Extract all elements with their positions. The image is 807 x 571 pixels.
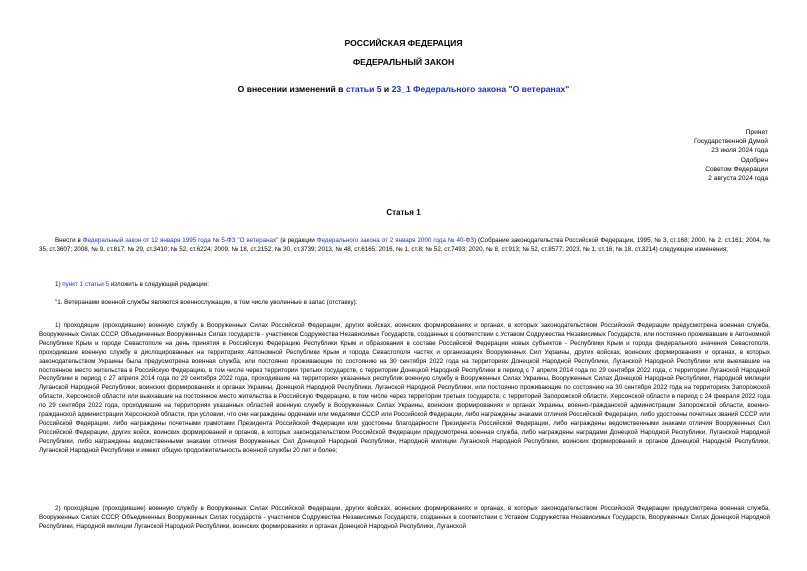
law-title (0, 84, 807, 94)
item1-number: 1) (55, 281, 63, 288)
acceptance-line: 23 июля 2024 года (711, 147, 768, 155)
intro-text: ) (Собрание законодательства Российской Федерации, 1995, № 3, ст.168; 2000, № 2, ст.161; 2004, № 35, ст.3607; 2008, № 9, ст.817; № 29, ст.3410; № 52, ст.6224; 2009, № 18, ст.2152; № 30, ст.3739; 2013, № 48, ст.6165; 2016, № 1, ст.8; № 52, ст.7493; 2020, № 8, ст.913; № 52, ст.8577; 2023, № 1, ст.16; № 18, ст.3214) следующие изменения: (39, 237, 770, 253)
article-heading: Статья 1 (386, 208, 421, 217)
country-heading: РОССИЙСКАЯ ФЕДЕРАЦИЯ (344, 38, 463, 48)
title-prefix: О внесении изменений в (237, 84, 346, 94)
intro-paragraph (39, 237, 770, 255)
item1-paragraph (39, 281, 770, 290)
intro-text: (в редакции (278, 237, 317, 244)
title-and: и (381, 84, 392, 94)
approval-line: Советом Федерации (705, 165, 768, 173)
acceptance-line: Государственной Думой (694, 138, 768, 146)
article5-link[interactable]: статьи 5 (345, 84, 382, 94)
law-40fz-link[interactable]: Федерального закона от 2 января 2000 года № 40-ФЗ (316, 237, 475, 244)
acceptance-block (694, 128, 768, 183)
intro-text: Внести в (55, 237, 83, 244)
law-5fz-link[interactable]: Федеральный закон от 12 января 1995 года № 5-ФЗ "О ветеранах" (82, 237, 279, 244)
acceptance-line: Принят (745, 129, 768, 136)
item1-text: изложить в следующей редакции: (108, 281, 209, 288)
subitem1-paragraph: 1) проходящие (проходившие) военную службу в Вооруженных Силах Российской Федерации, других войсках, воинских формированиях и органах, в которых законодательством Российской Федерации предусмотрена военная служба, Вооруженных Силах СССР, Объединенных Вооруженных Силах государств - участников Содружества Независимых Государств, созданных в соответствии с Уставом Содружества Независимых Государств, или постоянно проживавшие в Автономной Республике Крым и городе Севастополе на день принятия в Российскую Федерацию Республики Крым и образования в составе Российской Федерации новых субъектов - Республики Крым и города федерального значения Севастополя, проходившие военную службу в дислоцированных на территориях Автономной Республики Крым и города Севастополя частях и организациях Вооруженных Сил Украины, других войсках, воинских формированиях и органах, в которых законодательством Украины была предусмотрена военная служба, или постоянно проживающие по состоянию на 30 сентября 2022 года на территориях Донецкой Народной Республики, Луганской Народной Республики или выехавшие на постоянное место жительства в Российскую Федерацию, в том числе через территории третьих государств, с территории Донецкой Народной Республики в период с 7 апреля 2014 года по 29 сентября 2022 года, с территории Луганской Народной Республики в период с 27 апреля 2014 года по 29 сентября 2022 года, проходившие на территориях указанных республик военную службу в Вооруженных Силах Украины, Вооруженных Силах Донецкой Народной Республики, Народной милиции Луганской Народной Республики, воинских формированиях и органах Украины, Донецкой Народной Республики, Луганской Народной Республики, или постоянно проживающие по состоянию на 30 сентября 2022 года на территориях Запорожской области, Херсонской области или выехавшие на постоянное место жительства в Российскую Федерацию, в том числе через территории третьих государств, с территорий Запорожской области, Херсонской области в период с 24 февраля 2022 года по 29 сентября 2022 года, проходившие на территориях указанных областей военную службу в Вооруженных Силах Украины, воинских формированиях и органах Украины, военно-гражданской администрации Запорожской области, военно-гражданской администрации Херсонской области, при условии, что они награждены орденами или медалями СССР или Российской Федерации, либо награждены знаками отличия Российской Федерации, либо удостоены почетных званий СССР или Российской Федерации, либо награждены почетными грамотами Президента Российской Федерации или удостоены благодарности Президента Российской Федерации, либо награждены ведомственными знаками отличия Вооруженных Сил Российской Федерации, других войск, воинских формирований и органов, в которых законодательством Российской Федерации предусмотрена военная служба, либо награждены наградами Донецкой Народной Республики, Луганской Народной Республики, либо награждены ведомственными знаками отличия Вооруженных Сил Донецкой Народной Республики, Народной милиции Луганской Народной Республики, воинских формирований и органов Донецкой Народной Республики, Луганской Народной Республики и имеют общую продолжительность военной службы 20 лет и более; (39, 322, 770, 454)
approval-line: 2 августа 2024 года (708, 175, 768, 183)
article5-item1-link[interactable]: пункт 1 статьи 5 (62, 281, 109, 288)
approval-line: Одобрен (740, 156, 768, 164)
quote-paragraph: "1. Ветеранами военной службы являются военнослужащие, в том числе уволенные в запас (отставку): (55, 299, 358, 306)
law-type-heading: ФЕДЕРАЛЬНЫЙ ЗАКОН (352, 57, 455, 67)
subitem2-paragraph: 2) проходящие (проходившие) военную службу в Вооруженных Силах Российской Федерации, других войсках, воинских формированиях и органах, в которых законодательством Российской Федерации предусмотрена военная служба, Вооруженных Силах СССР, Объединенных Вооруженных Силах государств - участников Содружества Независимых Государств, созданных в соответствии с Уставом Содружества Независимых Государств, Вооруженных Силах Донецкой Народной Республики, Народной милиции Луганской Народной Республики, воинских формированиях и органах Донецкой Народной Республики, Луганской (39, 505, 770, 530)
article23-link[interactable]: 23_1 Федерального закона "О ветеранах" (391, 84, 570, 94)
